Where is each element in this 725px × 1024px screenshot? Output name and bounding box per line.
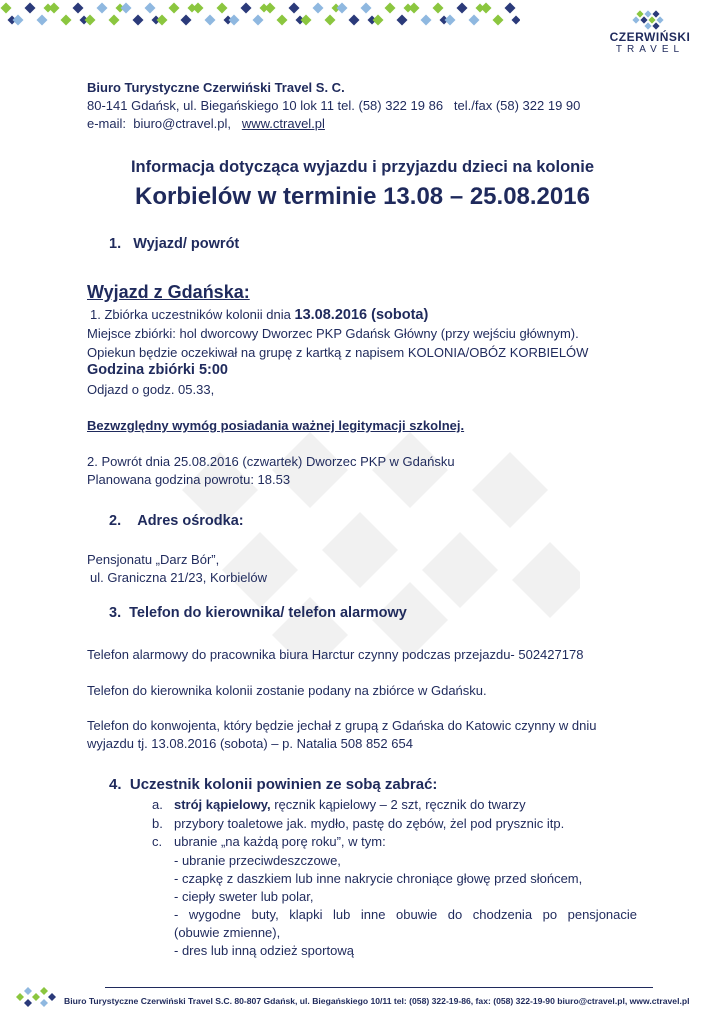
sub-item-5: (obuwie zmienne), (174, 925, 281, 940)
top-diamond (121, 3, 132, 14)
top-diamond (157, 15, 168, 26)
section-3-heading (109, 605, 407, 622)
company-address-line (87, 97, 580, 114)
resort-address: ul. Graniczna 21/23, Korbielów (90, 570, 268, 585)
gathering-date: 13.08.2016 (sobota) (294, 307, 429, 323)
top-diamond (25, 3, 36, 14)
section-3-title: Telefon do kierownika/ telefon alarmowy (129, 605, 407, 621)
item-c-letter: c. (152, 834, 163, 849)
top-diamond (61, 15, 72, 26)
top-diamond (301, 15, 312, 26)
top-diamond (421, 15, 432, 26)
return-line: 2. Powrót dnia 25.08.2016 (czwartek) Dworzec PKP w Gdańsku (87, 454, 455, 469)
top-diamond (133, 15, 144, 26)
logo-diamond (632, 16, 639, 23)
logo-diamond (656, 16, 663, 23)
watermark-diamond (322, 512, 398, 588)
item-c: ubranie „na każdą porę roku”, w tym: (174, 834, 386, 849)
section-1-number: 1. (109, 236, 122, 252)
top-diamond (505, 3, 516, 14)
footer-diamond-icon (14, 984, 58, 1010)
item-a (174, 796, 526, 813)
top-diamond (229, 15, 240, 26)
section-1-heading (109, 236, 239, 253)
company-contact-line (87, 115, 325, 132)
footer-diamond (24, 999, 32, 1007)
sub-item-6: - dres lub inną odzież sportową (174, 943, 354, 958)
logo-diamond (652, 10, 659, 17)
alarm-phone: Telefon alarmowy do pracownika biura Harctur czynny podczas przejazdu- 502427178 (87, 647, 584, 662)
watermark-diamond (472, 452, 548, 528)
top-diamond (1, 3, 12, 14)
section-2-number: 2. (109, 513, 122, 529)
top-diamond (397, 15, 408, 26)
watermark-diamond (372, 432, 448, 508)
watermark-diamond (272, 432, 348, 508)
sub-item-1: - ubranie przeciwdeszczowe, (174, 853, 341, 868)
company-logo (600, 8, 700, 60)
footer-text: Biuro Turystyczne Czerwiński Travel S.C. 80-807 Gdańsk, ul. Biegańskiego 10/11 tel: (058) 322-19-86, fax: (058) 322-19-90 biuro@ctravel.pl, www.ctravel.pl (64, 996, 690, 1006)
top-diamond (361, 3, 372, 14)
top-diamond (49, 3, 60, 14)
watermark-diamond (422, 532, 498, 608)
footer-divider (105, 987, 653, 988)
logo-subtitle: TRAVEL (615, 44, 685, 55)
top-diamond (409, 3, 420, 14)
email-label: e-mail: (87, 116, 127, 131)
sub-item-2: - czapkę z daszkiem lub inne nakrycie chroniące głowę przed słońcem, (174, 871, 583, 886)
section-3-number: 3. (109, 605, 122, 621)
gathering-place: Miejsce zbiórki: hol dworcowy Dworzec PKP Gdańsk Główny (przy wejściu głównym). (87, 326, 579, 341)
return-time: Planowana godzina powrotu: 18.53 (87, 472, 291, 487)
company-address: 80-141 Gdańsk, ul. Biegańskiego 10 lok 11 tel. (58) 322 19 86 (87, 98, 444, 113)
section-4-number: 4. (109, 776, 122, 793)
gathering-line (90, 306, 428, 324)
item-a-bold: strój kąpielowy, (174, 797, 271, 812)
top-diamond (349, 15, 360, 26)
top-diamond (97, 3, 108, 14)
manager-phone: Telefon do kierownika kolonii zostanie podany na zbiórce w Gdańsku. (87, 683, 487, 698)
top-diamond (493, 15, 504, 26)
sub-item-4: - wygodne buty, klapki lub inne obuwie do chodzenia po pensjonacie (174, 907, 637, 922)
item-b-letter: b. (152, 816, 163, 831)
logo-diamond (648, 16, 655, 23)
top-diamond (241, 3, 252, 14)
footer-diamond (40, 987, 48, 995)
footer-diamond (16, 993, 24, 1001)
section-1-title: Wyjazd/ powrót (133, 236, 240, 252)
top-diamond (337, 3, 348, 14)
escort-phone-line-1: Telefon do konwojenta, który będzie jechał z grupą z Gdańska do Katowic czynny w dniu (87, 718, 597, 733)
top-diamond (253, 15, 264, 26)
id-requirement: Bezwzględny wymóg posiadania ważnej legitymacji szkolnej. (87, 418, 465, 433)
footer-diamond (48, 993, 56, 1001)
footer-diamond (32, 993, 40, 1001)
top-diamond (277, 15, 288, 26)
escort-phone-line-2: wyjazdu tj. 13.08.2016 (sobota) – p. Natalia 508 852 654 (87, 736, 413, 751)
footer-diamond (24, 987, 32, 995)
top-diamond (385, 3, 396, 14)
resort-name: Pensjonatu „Darz Bór”, (87, 552, 220, 567)
item-a-rest: ręcznik kąpielowy – 2 szt, ręcznik do twarzy (270, 797, 526, 812)
departure-heading: Wyjazd z Gdańska: (87, 282, 250, 302)
logo-name: CZERWIŃSKI (609, 30, 691, 44)
top-diamond (73, 3, 84, 14)
section-2-title: Adres ośrodka: (137, 513, 244, 529)
top-diamond (169, 3, 180, 14)
top-diamond (205, 15, 216, 26)
top-diamond (85, 15, 96, 26)
top-diamond (373, 15, 384, 26)
section-4-heading (109, 776, 437, 793)
top-diamond (13, 15, 24, 26)
company-fax: tel./fax (58) 322 19 90 (453, 98, 581, 113)
top-diamond (469, 15, 480, 26)
section-4-title: Uczestnik kolonii powinien ze sobą zabrać: (129, 776, 438, 793)
top-diamond (265, 3, 276, 14)
logo-diamond (640, 16, 647, 23)
item-b: przybory toaletowe jak. mydło, pastę do zębów, żel pod prysznic itp. (174, 816, 565, 831)
top-diamond (37, 15, 48, 26)
top-diamond (181, 15, 192, 26)
top-diamond (457, 3, 468, 14)
document-title: Korbielów w terminie 13.08 – 25.08.2016 (135, 183, 590, 210)
departure-time: Odjazd o godz. 05.33, (87, 382, 215, 397)
top-diamond (433, 3, 444, 14)
meeting-time: Godzina zbiórki 5:00 (87, 362, 228, 378)
section-2-heading (109, 513, 244, 530)
top-diamond (145, 3, 156, 14)
top-diamond (481, 3, 492, 14)
gathering-prefix: 1. Zbiórka uczestników kolonii dnia (90, 307, 291, 322)
top-diamond (109, 15, 120, 26)
guardian-info: Opiekun będzie oczekiwał na grupę z kartką z napisem KOLONIA/OBÓZ KORBIELÓW (87, 345, 589, 360)
document-subtitle: Informacja dotycząca wyjazdu i przyjazdu dzieci na kolonie (130, 158, 595, 176)
logo-diamond (644, 10, 651, 17)
top-diamond (512, 16, 521, 25)
top-diamond (445, 15, 456, 26)
watermark-diamond (512, 542, 580, 618)
footer-diamond (40, 999, 48, 1007)
top-diamond (289, 3, 300, 14)
sub-item-3: - ciepły sweter lub polar, (174, 889, 314, 904)
logo-diamond (652, 22, 659, 29)
top-diamond (325, 15, 336, 26)
top-diamond (217, 3, 228, 14)
item-a-letter: a. (152, 797, 163, 812)
top-diamond (193, 3, 204, 14)
logo-diamond (644, 22, 651, 29)
company-name: Biuro Turystyczne Czerwiński Travel S. C. (87, 80, 345, 95)
top-diamond-pattern (0, 0, 520, 30)
website-link[interactable]: www.ctravel.pl (241, 116, 325, 131)
logo-diamonds-icon (600, 8, 700, 30)
email-value: biuro@ctravel.pl, (133, 116, 231, 131)
top-diamond (313, 3, 324, 14)
logo-diamond (636, 10, 643, 17)
